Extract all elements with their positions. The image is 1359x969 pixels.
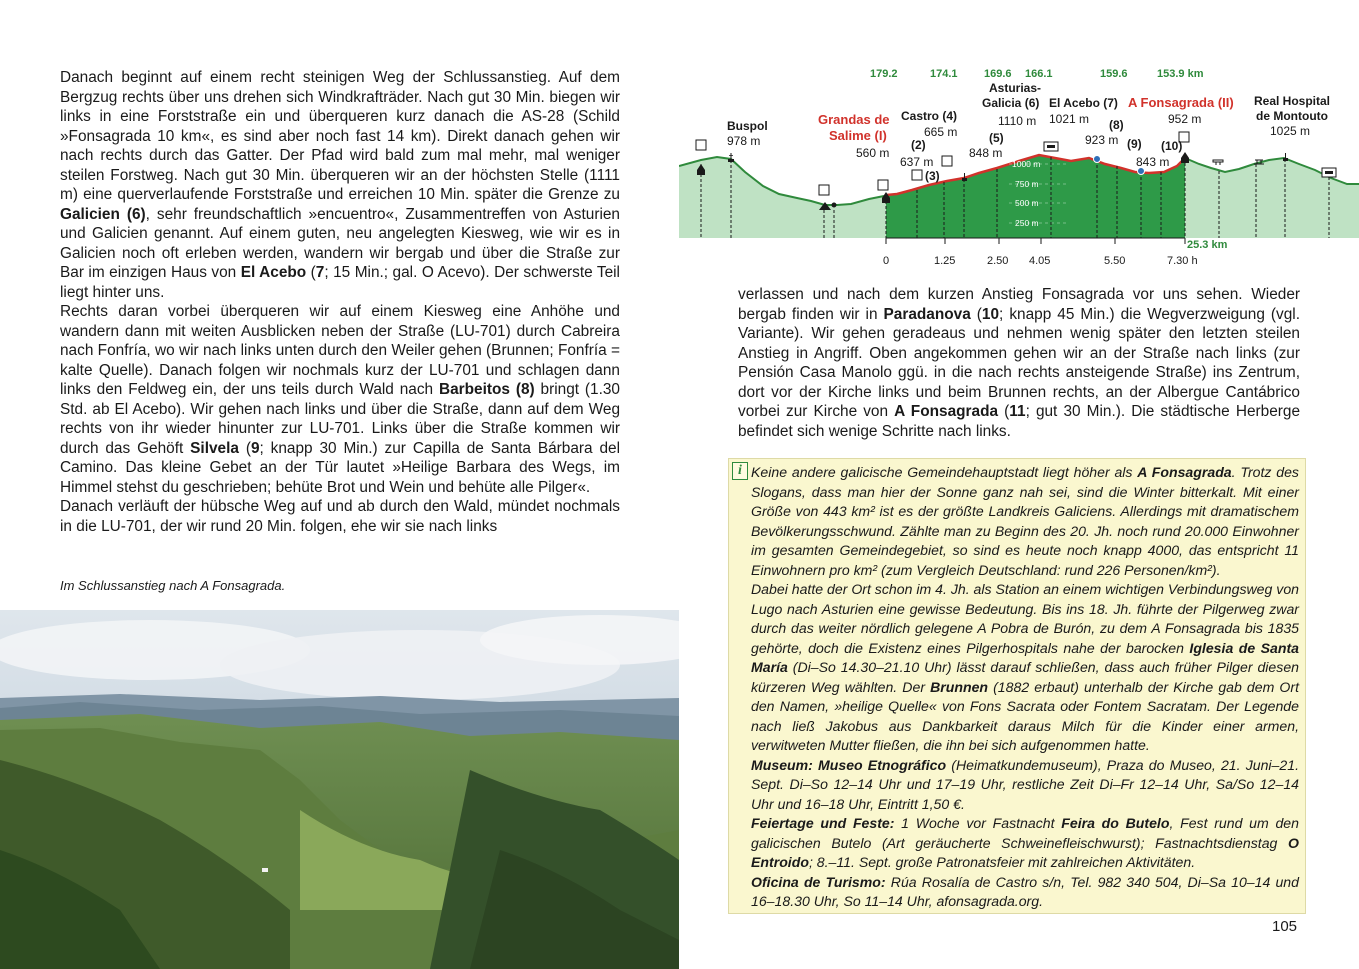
- text-run: Rúa Rosalía de Castro s/n, Tel. 982 340 504, Di–Sa 10–14 und 16–18.30 Uhr, So 11–14 Uhr, afonsagrada.org.: [751, 873, 1299, 909]
- paragraph: [751, 463, 1299, 580]
- text-run: ; 8.–11. Sept. große Patronatsfeier mit zahlreichen Aktivitäten.: [808, 854, 1196, 870]
- paragraph: [751, 873, 1299, 912]
- km-mark: 169.6: [984, 68, 1012, 80]
- place-label: Real Hospital: [1254, 94, 1331, 108]
- place-label: (10): [1161, 139, 1183, 153]
- time-tick: 7.30 h: [1167, 255, 1198, 267]
- elevation-profile: [679, 60, 1359, 275]
- place-label: de Montouto: [1256, 109, 1328, 123]
- bold-text: Oficina de Turismo:: [751, 873, 886, 890]
- page-number: 105: [1272, 918, 1298, 935]
- bold-text: 7: [315, 264, 325, 281]
- bold-text: A Fonsagrada: [1137, 464, 1232, 480]
- paragraph: [751, 814, 1299, 873]
- paragraph: [60, 68, 620, 302]
- place-label: (2): [911, 138, 926, 152]
- place-altitude: 1110 m: [998, 114, 1037, 128]
- distance-label: 25.3 km: [1187, 239, 1228, 251]
- place-altitude: 843 m: [1136, 155, 1170, 169]
- km-mark: 159.6: [1100, 68, 1128, 80]
- place-label: Buspol: [727, 119, 768, 133]
- bold-text: Silvela: [190, 439, 239, 457]
- text-run: Keine andere galicische Gemeindehauptstadt liegt höher als: [751, 464, 1138, 480]
- landscape-photo: [0, 610, 679, 969]
- bold-text: 9: [250, 439, 260, 457]
- bold-text: O Entroido: [751, 834, 1299, 870]
- text-run: Danach verläuft der hübsche Weg auf und ab durch den Wald, mündet nochmals in die LU-701, der wir rund 20 Min. folgen, ehe wir sie nach links: [60, 498, 620, 535]
- bold-text: Feiertage und Feste:: [751, 815, 895, 831]
- place-altitude: 923 m: [1085, 133, 1119, 147]
- text-run: ; knapp 30 Min.) zur Capilla de Santa Bárbara del Camino. Das kleine Gebet an der Tür lautet »Heilige Barbara des Wegs, im Himmel stehst du geschrieben; behüte Brot und Wein und behüte alle Pilger«.: [60, 439, 621, 496]
- time-tick: 5.50: [1104, 255, 1126, 267]
- info-icon: i: [732, 462, 748, 480]
- altitude-label: 500 m: [1015, 198, 1039, 208]
- km-mark: 166.1: [1025, 68, 1053, 80]
- text-run: 1 Woche vor Fastnacht: [894, 815, 1062, 831]
- place-label: Castro (4): [901, 109, 958, 123]
- info-text: [751, 463, 1299, 912]
- time-tick: 2.50: [987, 255, 1009, 267]
- place-label: (8): [1109, 118, 1124, 132]
- fountain-icon: [1213, 160, 1223, 165]
- bold-text: El Acebo: [240, 264, 307, 281]
- place-label: Asturias-: [989, 81, 1042, 95]
- text-run: Rechts daran vorbei überqueren wir auf einem Kiesweg eine Anhöhe und wandern dann mit weiten Ausblicken neben der Straße (LU-701) durch Cabreira nach Fonfría, wo wir nach links unten durch den Weiler gehen (Brunnen; Fonfría = kalte Quelle). Danach folgen wir nochmals kurz der LU-701 und schlagen dann links den Feldweg ein, der uns teils durch Wald nach: [60, 303, 620, 398]
- place-label: Salime (I): [829, 128, 887, 143]
- text-run: bringt (1.30 Std. ab El Acebo). Wir gehen nach links und über die Straße, dann auf dem Weg rechts von ihr wieder hinunter zur LU-701. Links über die Straße kommen wir durch das Gehöft: [60, 381, 620, 457]
- text-run: (: [970, 305, 982, 323]
- paragraph: [751, 756, 1299, 815]
- place-altitude: 848 m: [969, 146, 1003, 160]
- bold-text: Brunnen: [930, 678, 989, 695]
- text-run: Danach beginnt auf einem recht steinigen Weg der Schlussanstieg. Auf dem Bergzug rechts über uns drehen sich Windkrafträder. Nach gut 30 Min. biegen wir links in eine Forststraße ein und überqueren kurz danach die AS-28 (Schild »Fonsagrada 10 km«, es sind aber noch fast 14 km). Direkt danach gehen wir nach rechts durch das Gatter. Der Pfad wird bald zum mal mehr, mal weniger steilen Forstweg. Nach gut 30 Min. überqueren wir an der höchsten Stelle (1111 m) eine querverlaufende Forststraße und erreichen 10 Min. später die Grenze zu: [60, 69, 620, 203]
- text-run: ; knapp 45 Min.) die Wegverzweigung (vgl. Variante). Wir gehen geradeaus und nehmen wenig später den letzten steilen Anstieg in Angriff. Oben angekommen gehen wir an der Straße nach links (zur Pensión Casa Manolo ggü. in die nach rechts ansteigende Straße) ins Zentrum, dort vor der Kirche links und beim Brunnen rechts, an der Albergue Cantábrico vorbei zur Kirche von: [738, 305, 1300, 420]
- text-run: (: [238, 439, 251, 457]
- text-run: (: [998, 403, 1010, 420]
- place-label: (5): [989, 131, 1004, 145]
- church-icon: [728, 153, 734, 162]
- village-icon: [1181, 152, 1189, 163]
- paragraph: [60, 302, 620, 497]
- place-label: (3): [925, 169, 940, 183]
- left-text-column: [60, 68, 620, 536]
- place-altitude: 637 m: [900, 155, 934, 169]
- bold-text: Galicien (6): [60, 205, 146, 223]
- bold-text: 11: [1009, 403, 1026, 420]
- bold-text: Museum: Museo Etnográfico: [751, 756, 947, 773]
- km-mark: 153.9 km: [1157, 68, 1204, 80]
- text-run: . Trotz des Slogans, dass man hier der Sonne ganz nah sei, sind die Winter bitterkalt. Mit einer Größe von 443 km² ist es der größte Landkreis Galiciens. Allerdings mit dramatischem Bevölkerungsschwund. Zählte man zu Beginn des 20. Jh. noch rund 20.000 Einwohner im gesamten Gemeindegebiet, so sind es heute noch knapp 4000, das entspricht 11 Einwohnern pro km² (zum Vergleich Deutschland: rund 226 Personen/km²).: [751, 464, 1299, 578]
- bold-text: Paradanova: [883, 305, 971, 323]
- text-run: , Fest rund um den galicischen Butelo (Art geräucherte Schweinefleischwurst); Fastnachtsdienstag: [751, 815, 1299, 851]
- paragraph: [60, 497, 620, 536]
- right-text-column: [738, 285, 1300, 441]
- place-altitude: 665 m: [924, 125, 958, 139]
- place-label: Galicia (6): [982, 96, 1040, 110]
- text-run: verlassen und nach dem kurzen Anstieg Fonsagrada vor uns sehen. Wieder bergab finden wir in: [738, 286, 1300, 323]
- bold-text: 10: [981, 305, 1000, 323]
- bold-text: Barbeitos (8): [438, 381, 535, 398]
- time-tick: 0: [883, 255, 890, 267]
- text-run: (: [306, 264, 316, 281]
- place-label: El Acebo (7): [1049, 96, 1118, 110]
- bold-text: A Fonsagrada: [894, 403, 999, 420]
- place-label: (9): [1127, 137, 1142, 151]
- photo-caption: Im Schlussanstieg nach A Fonsagrada.: [60, 578, 286, 593]
- time-tick: 4.05: [1029, 255, 1051, 267]
- place-altitude: 952 m: [1168, 112, 1202, 126]
- text-run: (Di–So 14.30–21.10 Uhr) lässt darauf schließen, dass auch früher Pilger diesen kürzeren Weg wählten. Der: [751, 659, 1299, 695]
- text-run: , sehr freundschaftlich »encuentro«, Zusammentreffen von Asturien und Galicien genannt. Auf einem guten, neu angelegten Kiesweg, wie wir es in Galicien noch oft erleben werden, wandern wir bergab und über die Straße zur Bar im einzigen Haus von: [60, 205, 620, 281]
- km-mark: 174.1: [930, 68, 958, 80]
- paragraph: [738, 285, 1300, 441]
- time-tick: 1.25: [934, 255, 956, 267]
- bold-text: Feira do Butelo: [1061, 815, 1170, 831]
- place-altitude: 978 m: [727, 134, 761, 148]
- text-run: (1882 erbaut) unterhalb der Kirche gab dem Ort den Namen, »heilige Quelle« von Fons Sacrata oder Fontem Sacratam. Der Legende nach ließ Jakobus aus Dankbarkeit daraus Milch für die Kinder einer armen, verwitweten Mutter fließen, die ihn bei sich aufgenommen hatte.: [751, 678, 1299, 753]
- place-altitude: 1021 m: [1049, 112, 1090, 126]
- place-label: A Fonsagrada (II): [1128, 95, 1234, 110]
- km-marks: [870, 68, 1204, 80]
- altitude-label: 750 m: [1015, 179, 1039, 189]
- altitude-label: 1000 m: [1012, 159, 1041, 169]
- info-box: [728, 458, 1306, 914]
- time-axis: [883, 238, 1228, 267]
- church-icon: [1283, 153, 1288, 161]
- bold-text: Iglesia de Santa María: [751, 639, 1299, 675]
- km-mark: 179.2: [870, 68, 898, 80]
- place-altitude: 560 m: [856, 146, 890, 160]
- altitude-label: 250 m: [1015, 218, 1039, 228]
- text-run: Dabei hatte der Ort schon im 4. Jh. als Station an einem wichtigen Verbindungsweg von Lugo nach Asturien eine gewisse Bedeutung. Bis ins 18. Jh. führte der Pilgerweg zwar durch das weiter nördlich gelegene A Pobra de Burón, zu dem A Fonsagrada bis 1835 gehörte, doch die Existenz eines Pilgerhospitals nahe der barocken: [751, 581, 1299, 656]
- place-altitude: 1025 m: [1270, 124, 1311, 138]
- paragraph: [751, 580, 1299, 756]
- text-run: ; gut 30 Min.). Die städtische Herberge befindet sich wenige Schritte nach links.: [738, 403, 1300, 440]
- place-label: Grandas de: [818, 112, 890, 127]
- text-run: ; 15 Min.; gal. O Acevo). Der schwerste Teil liegt hinter uns.: [60, 264, 620, 301]
- text-run: (Heimatkundemuseum), Praza do Museo, 21. Juni–21. Sept. Di–So 12–14 Uhr und 17–19 Uhr, restliche Zeit Di–Fr 12–14 Uhr, Sa/So 12–14 Uhr und 16–18 Uhr, Eintritt 1,50 €.: [751, 756, 1299, 812]
